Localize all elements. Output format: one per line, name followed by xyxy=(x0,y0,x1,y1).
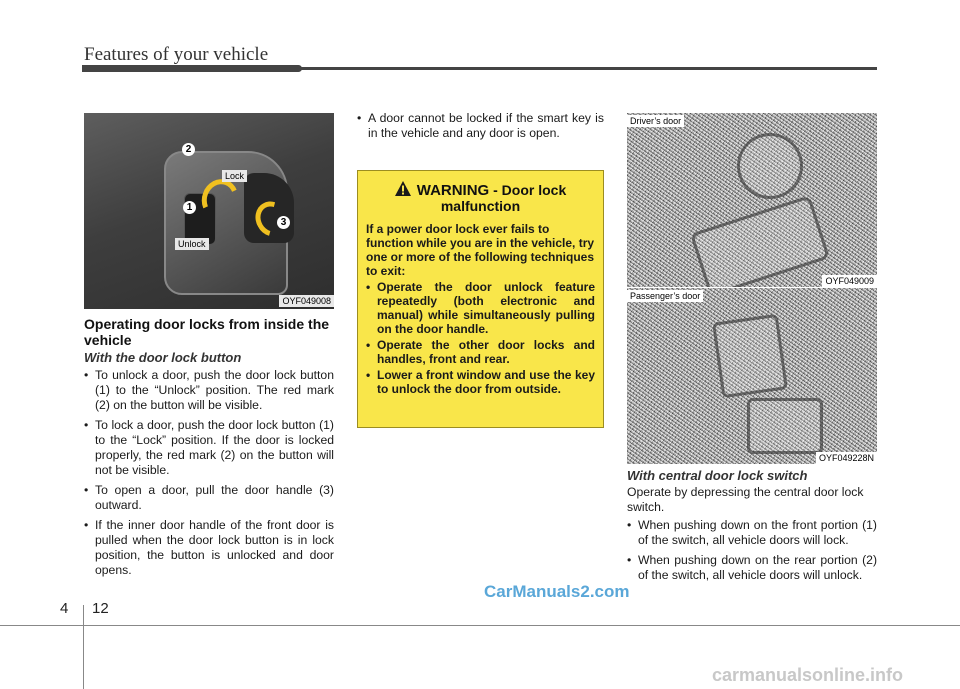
switch-outline xyxy=(712,314,788,398)
list-item: • When pushing down on the front portion (1) of the switch, all vehicle doors will lock. xyxy=(627,518,877,548)
list-item: • To unlock a door, push the door lock button (1) to the “Unlock” position. The red mark (2) on the button will be visible. xyxy=(84,368,334,413)
warning-item: • Operate the door unlock feature repeatedly (both electronic and manual) while simultaneously pulling on the door handle. xyxy=(366,280,595,336)
photo-caption: Passenger’s door xyxy=(627,290,703,302)
warning-word: WARNING xyxy=(416,182,490,199)
header-rule-accent xyxy=(82,65,302,72)
page-number: 12 xyxy=(92,600,109,617)
photo-code: OYF049009 xyxy=(822,275,877,287)
warning-triangle-icon xyxy=(395,181,411,199)
smart-key-note xyxy=(357,111,604,146)
watermark-link[interactable]: CarManuals2.com xyxy=(484,582,630,601)
list-item: • When pushing down on the rear portion (2) of the switch, all vehicle doors will unlock. xyxy=(627,553,877,583)
footer-rule xyxy=(0,625,960,626)
warning-list xyxy=(366,280,595,396)
door-lock-photo xyxy=(84,113,334,309)
lock-label: Lock xyxy=(222,170,247,182)
page-header-title: Features of your vehicle xyxy=(84,44,269,65)
subheading-central-switch: With central door lock switch xyxy=(627,468,808,483)
switch-outline xyxy=(690,195,830,287)
passenger-door-photo xyxy=(627,288,877,464)
list-item: • A door cannot be locked if the smart key is in the vehicle and any door is open. xyxy=(357,111,604,141)
central-switch-intro: Operate by depressing the central door lock switch. xyxy=(627,485,864,514)
photo-caption: Driver’s door xyxy=(627,115,684,127)
warning-subject: - Door lock malfunction xyxy=(440,182,567,214)
switch-outline xyxy=(737,133,803,199)
list-item: • To lock a door, push the door lock button (1) to the “Lock” position. If the door is locked properly, the red mark (2) on the button will not be visible. xyxy=(84,418,334,478)
footer-divider xyxy=(83,605,84,689)
callout-2: 2 xyxy=(182,143,195,156)
photo-code: OYF049228N xyxy=(816,452,877,464)
warning-item: • Operate the other door locks and handles, front and rear. xyxy=(366,338,595,366)
unlock-label: Unlock xyxy=(175,238,209,250)
warning-box xyxy=(357,170,604,428)
site-watermark: carmanualsonline.info xyxy=(712,665,904,685)
chapter-number: 4 xyxy=(60,600,69,617)
list-item: • If the inner door handle of the front door is pulled when the door lock button is in lock position, the button is unlocked and door opens. xyxy=(84,518,334,578)
section-heading: Operating door locks from inside the vehicle xyxy=(84,316,330,348)
list-item: • To open a door, pull the door handle (3) outward. xyxy=(84,483,334,513)
callout-1: 1 xyxy=(183,201,196,214)
callout-3: 3 xyxy=(277,216,290,229)
switch-outline xyxy=(747,398,823,454)
warning-item: • Lower a front window and use the key to unlock the door from outside. xyxy=(366,368,595,396)
warning-intro: If a power door lock ever fails to function while you are in the vehicle, try one or more of the following techniques to exit: xyxy=(366,222,595,278)
subheading-lock-button: With the door lock button xyxy=(84,350,242,365)
warning-title xyxy=(366,181,595,214)
photo-code: OYF049008 xyxy=(279,295,334,307)
driver-door-photo xyxy=(627,113,877,287)
lock-button-list xyxy=(84,368,334,583)
central-switch-list xyxy=(627,518,877,588)
